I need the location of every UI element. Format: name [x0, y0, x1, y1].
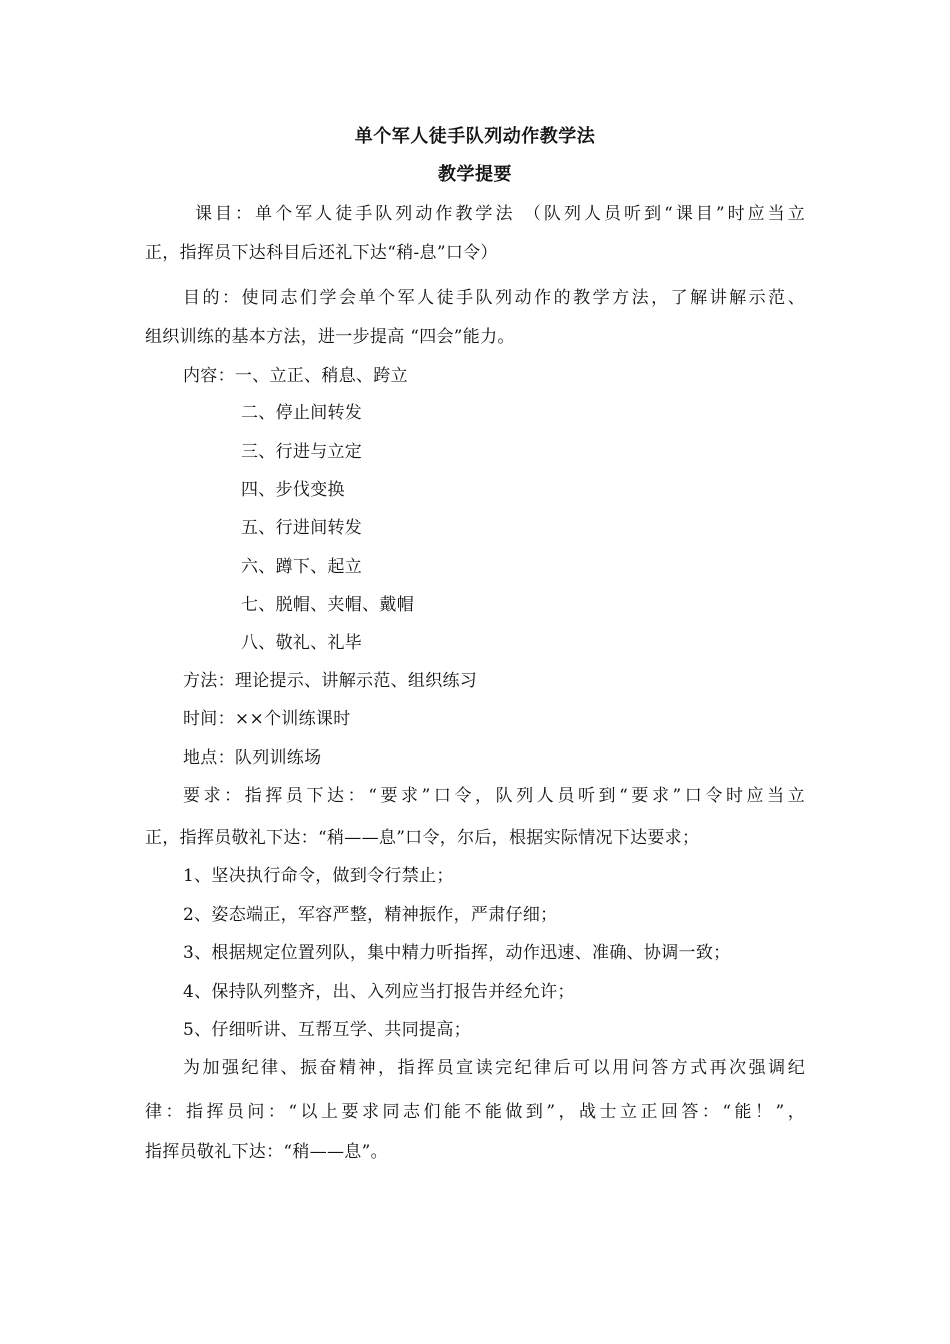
content-item: 五、行进间转发 — [241, 518, 363, 538]
purpose-line-2: 组织训练的基本方法，进一步提高 “四会”能力。 — [145, 327, 515, 347]
discipline-line-3: 指挥员敬礼下达：“稍——息”。 — [145, 1142, 388, 1162]
document-title: 单个军人徒手队列动作教学法 — [354, 126, 596, 147]
method-line: 方法：理论提示、讲解示范、组织练习 — [183, 671, 478, 691]
content-item: 二、停止间转发 — [241, 403, 363, 423]
content-item: 四、步伐变换 — [241, 480, 345, 500]
discipline-line-2: 律：指挥员问：“以上要求同志们能不能做到”，战士立正回答：“能！”， — [145, 1102, 805, 1122]
requirement-item: 5、仔细听讲、互帮互学、共同提高； — [183, 1020, 471, 1040]
course-line-1: 课目：单个军人徒手队列动作教学法 （队列人员听到“课目”时应当立 — [195, 204, 805, 224]
course-line-2: 正，指挥员下达科目后还礼下达“稍-息”口令） — [145, 243, 498, 263]
requirement-item: 4、保持队列整齐，出、入列应当打报告并经允许； — [183, 982, 575, 1002]
requirement-item: 2、姿态端正，军容严整，精神振作，严肃仔细； — [183, 905, 558, 925]
time-line: 时间：××个训练课时 — [183, 709, 351, 729]
content-item: 七、脱帽、夹帽、戴帽 — [241, 595, 414, 615]
discipline-line-1: 为加强纪律、振奋精神，指挥员宣读完纪律后可以用问答方式再次强调纪 — [183, 1058, 805, 1078]
location-line: 地点：队列训练场 — [183, 748, 322, 768]
purpose-line-1: 目的：使同志们学会单个军人徒手队列动作的教学方法，了解讲解示范、 — [183, 288, 805, 308]
content-item: 三、行进与立定 — [241, 442, 363, 462]
requirements-line-1: 要求：指挥员下达：“要求”口令，队列人员听到“要求”口令时应当立 — [183, 786, 805, 806]
document-subtitle: 教学提要 — [438, 164, 512, 185]
content-label-line: 内容：一、立正、稍息、跨立 — [183, 366, 408, 386]
content-item: 八、敬礼、礼毕 — [241, 633, 363, 653]
content-item: 六、蹲下、起立 — [241, 557, 363, 577]
requirement-item: 3、根据规定位置列队，集中精力听指挥，动作迅速、准确、协调一致； — [183, 943, 731, 963]
requirements-line-2: 正，指挥员敬礼下达：“稍——息”口令，尔后，根据实际情况下达要求； — [145, 828, 700, 848]
requirement-item: 1、坚决执行命令，做到令行禁止； — [183, 866, 454, 886]
